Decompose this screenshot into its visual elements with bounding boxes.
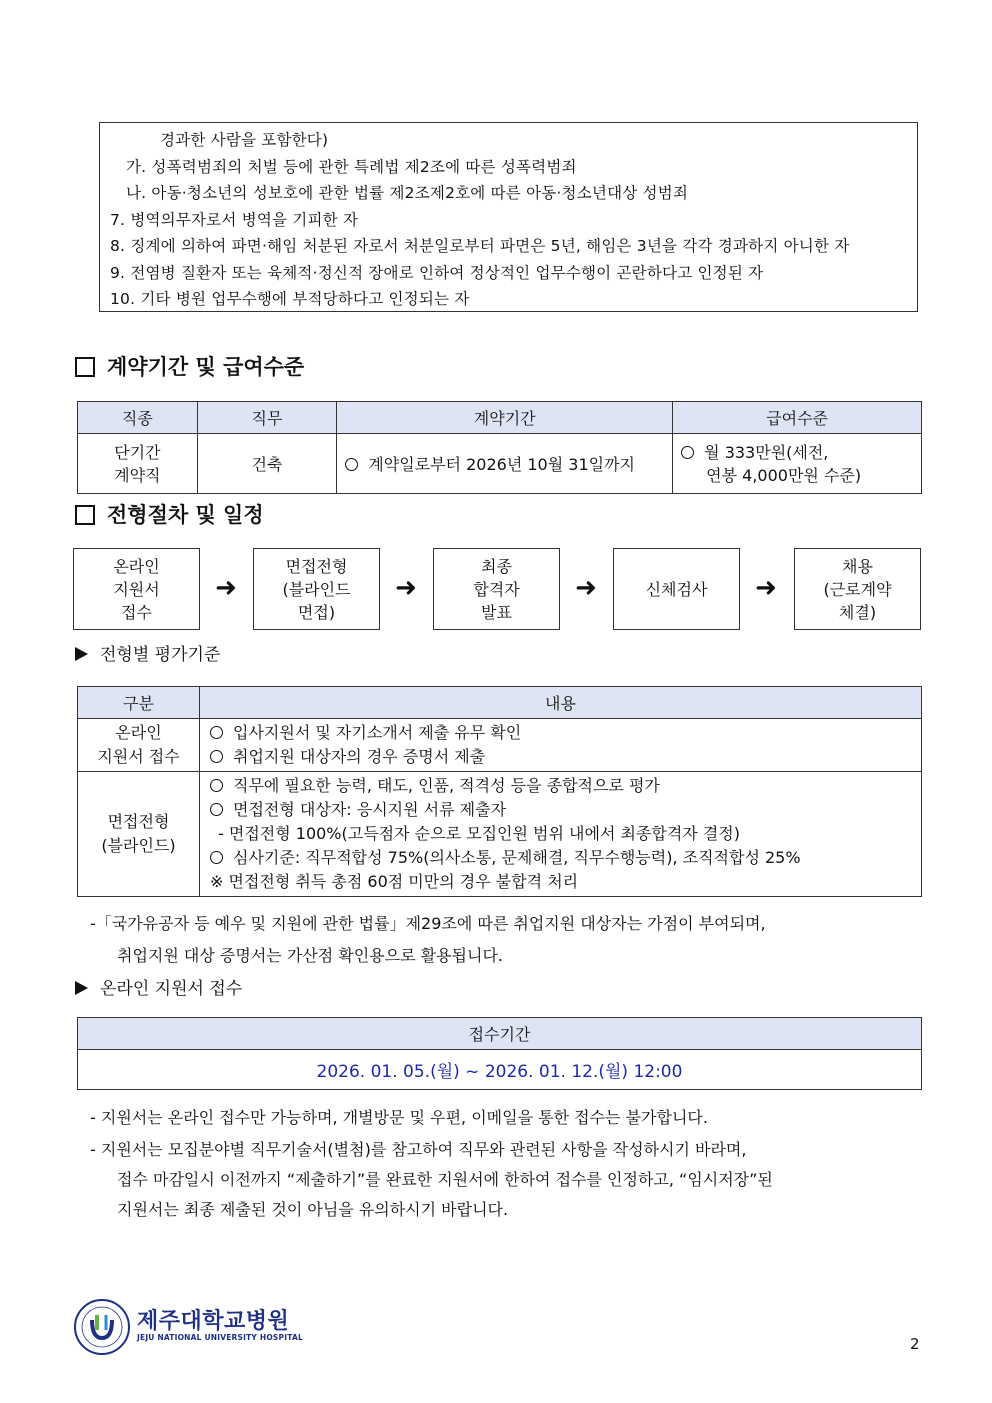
page-number: 2 <box>910 1335 920 1353</box>
hospital-logo <box>73 1298 303 1360</box>
label-interview: 면접전형 (블라인드) <box>78 772 200 897</box>
online-note2-line3: 지원서는 최종 제출된 것이 아님을 유의하시기 바랍니다. <box>117 1200 509 1219</box>
criteria-heading: 전형별 평가기준 <box>75 642 220 668</box>
online-note2-line1: - 지원서는 모집분야별 직무기술서(별첨)를 참고하여 직무와 관련된 사항을 작성하시기 바라며, <box>90 1140 747 1159</box>
header-period: 계약기간 <box>337 402 673 434</box>
step-final-announcement: 최종 합격자 발표 <box>433 548 560 630</box>
circle-bullet-icon <box>345 458 358 471</box>
header-category: 구분 <box>78 687 200 719</box>
circle-bullet-icon <box>210 803 223 816</box>
cell-period: 계약일로부터 2026년 10월 31일까지 <box>337 434 673 494</box>
process-section-title: 전형절차 및 일정 <box>75 500 264 530</box>
triangle-bullet-icon <box>75 647 88 661</box>
cell-duty: 건축 <box>197 434 337 494</box>
box-line: 9. 전염병 질환자 또는 육체적·정신적 장애로 인하여 정상적인 업무수행이 곤란하다고 인정된 자 <box>110 263 764 282</box>
circle-bullet-icon <box>210 851 223 864</box>
box-line: 8. 징계에 의하여 파면·해임 처분된 자로서 처분일로부터 파면은 5년, 해임은 3년을 각각 경과하지 아니한 자 <box>110 237 850 255</box>
label-online: 온라인 지원서 접수 <box>78 719 200 772</box>
hospital-name: 제주대학교병원 <box>137 1309 290 1334</box>
online-note1: - 지원서는 온라인 접수만 가능하며, 개별방문 및 우편, 이메일을 통한 접수는 불가합니다. <box>90 1108 708 1127</box>
online-note2-line2: 접수 마감일시 이전까지 “제출하기”를 완료한 지원서에 한하여 접수를 인정하고, “임시저장”된 <box>117 1170 773 1189</box>
arrow-right-icon: ➜ <box>395 573 417 603</box>
header-duty: 직무 <box>197 402 337 434</box>
checkbox-square-icon <box>75 505 95 525</box>
step-interview: 면접전형 (블라인드 면접) <box>253 548 380 630</box>
criteria-table <box>77 686 922 897</box>
box-line: 7. 병역의무자로서 병역을 기피한 자 <box>110 210 359 229</box>
header-job-type: 직종 <box>78 402 198 434</box>
arrow-right-icon: ➜ <box>575 573 597 603</box>
header-salary: 급여수준 <box>673 402 922 434</box>
veterans-note-line1: -「국가유공자 등 예우 및 지원에 관한 법률」제29조에 따른 취업지원 대상자는 가점이 부여되며, <box>90 914 766 933</box>
circle-bullet-icon <box>210 779 223 792</box>
arrow-right-icon: ➜ <box>755 573 777 603</box>
content-interview: 직무에 필요한 능력, 태도, 인품, 적격성 등을 종합적으로 평가 면접전형 대상자: 응시지원 서류 제출자 - 면접전형 100%(고득점자 순으로 모집인원 범위 내에서 최종합격자 결정) 심사기준: 직무적합성 75%(의사소통, 문제해결, 직무수행능력), 조직적합성 25% ※ 면접전형 취득 총점 60점 미만의 경우 불합격 처리 <box>200 772 922 897</box>
circle-bullet-icon <box>681 446 694 459</box>
disqualification-box <box>99 122 918 312</box>
step-employment: 채용 (근로계약 체결) <box>794 548 921 630</box>
step-health-check: 신체검사 <box>613 548 740 630</box>
arrow-right-icon: ➜ <box>215 573 237 603</box>
header-application-period: 접수기간 <box>78 1018 922 1050</box>
hospital-name-en: JEJU NATIONAL UNIVERSITY HOSPITAL <box>137 1333 303 1342</box>
header-content: 내용 <box>200 687 922 719</box>
online-heading: 온라인 지원서 접수 <box>75 976 242 1002</box>
circle-bullet-icon <box>210 726 223 739</box>
application-period-table <box>77 1017 922 1090</box>
box-line: 경과한 사람을 포함한다) <box>160 131 329 149</box>
contract-section-title: 계약기간 및 급여수준 <box>75 352 304 382</box>
circle-bullet-icon <box>210 750 223 763</box>
contract-table <box>77 401 922 494</box>
process-flow <box>73 548 923 630</box>
box-line: 10. 기타 병원 업무수행에 부적당하다고 인정되는 자 <box>110 290 470 308</box>
box-line: 나. 아동·청소년의 성보호에 관한 법률 제2조제2호에 따른 아동·청소년대상 성범죄 <box>126 184 689 202</box>
cell-job-type: 단기간 계약직 <box>78 434 198 494</box>
step-online-application: 온라인 지원서 접수 <box>73 548 200 630</box>
content-online: 입사지원서 및 자기소개서 제출 유무 확인 취업지원 대상자의 경우 증명서 제출 <box>200 719 922 772</box>
checkbox-square-icon <box>75 357 95 377</box>
veterans-note-line2: 취업지원 대상 증명서는 가산점 확인용으로 활용됩니다. <box>117 946 504 965</box>
application-period-value: 2026. 01. 05.(월) ~ 2026. 01. 12.(월) 12:00 <box>78 1050 922 1090</box>
box-line: 가. 성폭력범죄의 처벌 등에 관한 특례법 제2조에 따른 성폭력범죄 <box>126 157 577 176</box>
cell-salary: 월 333만원(세전, 연봉 4,000만원 수준) <box>673 434 922 494</box>
hospital-emblem-icon <box>73 1298 131 1356</box>
triangle-bullet-icon <box>75 981 88 995</box>
